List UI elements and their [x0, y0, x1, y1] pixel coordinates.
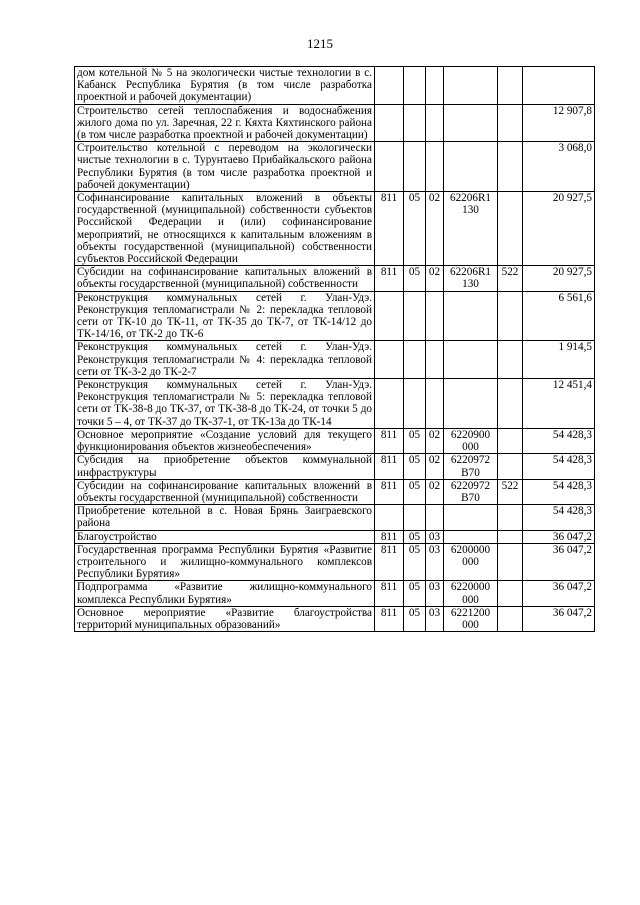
row-ved-cell — [375, 67, 404, 105]
row-sum-cell: 20 927,5 — [523, 192, 595, 266]
row-vr-cell — [498, 192, 523, 266]
page-number: 1215 — [307, 36, 333, 51]
row-vr-cell — [498, 104, 523, 142]
row-rz-cell: 05 — [404, 581, 426, 606]
row-name-cell: Строительство котельной с переводом на экологически чистые технологии в с. Турунтаево Прибайкальского района Республики Бурятия (в том числе разработка проектной и рабочей документации) — [75, 142, 375, 192]
row-vr-cell — [498, 505, 523, 530]
table-row — [75, 291, 595, 341]
row-rz-cell: 05 — [404, 606, 426, 631]
row-pr-cell: 03 — [426, 530, 444, 543]
row-ved-cell: 811 — [375, 606, 404, 631]
row-vr-cell — [498, 291, 523, 341]
row-ved-cell: 811 — [375, 266, 404, 291]
row-vr-cell: 522 — [498, 479, 523, 504]
budget-table-body — [75, 67, 595, 632]
row-sum-cell: 54 428,3 — [523, 428, 595, 453]
row-ved-cell — [375, 104, 404, 142]
row-ved-cell — [375, 142, 404, 192]
row-vr-cell — [498, 530, 523, 543]
row-name-cell: Строительство сетей теплоспабжения и водоснабжения жилого дома по ул. Заречная, 22 г. Кяхта Кяхтинского района (в том числе разработка проектной и рабочей документации) — [75, 104, 375, 142]
row-name-cell: дом котельной № 5 на экологически чистые технологии в с. Кабанск Республика Бурятия (в том числе разработка проектной и рабочей документации) — [75, 67, 375, 105]
row-csr-cell: 6220900 000 — [444, 428, 498, 453]
row-pr-cell: 02 — [426, 454, 444, 479]
row-sum-cell: 54 428,3 — [523, 479, 595, 504]
row-sum-cell: 3 068,0 — [523, 142, 595, 192]
row-vr-cell — [498, 67, 523, 105]
row-csr-cell — [444, 142, 498, 192]
row-pr-cell — [426, 341, 444, 379]
row-pr-cell: 02 — [426, 266, 444, 291]
row-sum-cell: 54 428,3 — [523, 454, 595, 479]
row-pr-cell — [426, 67, 444, 105]
row-csr-cell — [444, 341, 498, 379]
table-row — [75, 505, 595, 530]
row-csr-cell — [444, 291, 498, 341]
row-name-cell: Государственная программа Республики Бурятия «Развитие строительного и жилищно-коммунального комплексов Республики Бурятия» — [75, 543, 375, 581]
row-csr-cell: 62206R1 130 — [444, 266, 498, 291]
row-ved-cell — [375, 341, 404, 379]
row-ved-cell — [375, 505, 404, 530]
row-csr-cell: 6220000 000 — [444, 581, 498, 606]
row-sum-cell: 36 047,2 — [523, 606, 595, 631]
row-rz-cell: 05 — [404, 479, 426, 504]
table-row — [75, 606, 595, 631]
row-name-cell: Основное мероприятие «Развитие благоустройства территорий муниципальных образований» — [75, 606, 375, 631]
table-row — [75, 479, 595, 504]
row-name-cell: Подпрограмма «Развитие жилищно-коммунального комплекса Республики Бурятия» — [75, 581, 375, 606]
row-vr-cell — [498, 142, 523, 192]
row-rz-cell — [404, 67, 426, 105]
row-ved-cell: 811 — [375, 192, 404, 266]
table-row — [75, 67, 595, 105]
row-rz-cell — [404, 142, 426, 192]
row-sum-cell: 6 561,6 — [523, 291, 595, 341]
row-name-cell: Приобретение котельной в с. Новая Брянь Заиграевского района — [75, 505, 375, 530]
row-sum-cell: 12 907,8 — [523, 104, 595, 142]
row-rz-cell: 05 — [404, 428, 426, 453]
row-csr-cell — [444, 505, 498, 530]
row-csr-cell: 6221200 000 — [444, 606, 498, 631]
row-pr-cell: 02 — [426, 428, 444, 453]
table-row — [75, 543, 595, 581]
row-name-cell: Субсидия на приобретение объектов коммунальной инфраструктуры — [75, 454, 375, 479]
row-sum-cell: 20 927,5 — [523, 266, 595, 291]
row-ved-cell: 811 — [375, 428, 404, 453]
row-pr-cell: 03 — [426, 543, 444, 581]
row-ved-cell: 811 — [375, 581, 404, 606]
table-row — [75, 341, 595, 379]
row-name-cell: Реконструкция коммунальных сетей г. Улан-Удэ. Реконструкция тепломагистрали № 4: перекладка тепловой сети от ТК-3-2 до ТК-2-7 — [75, 341, 375, 379]
row-rz-cell — [404, 505, 426, 530]
row-pr-cell — [426, 142, 444, 192]
row-ved-cell — [375, 379, 404, 429]
row-pr-cell: 03 — [426, 581, 444, 606]
row-ved-cell — [375, 291, 404, 341]
row-name-cell: Реконструкция коммунальных сетей г. Улан-Удэ. Реконструкция тепломагистрали № 2: перекладка тепловой сети от ТК-10 до ТК-11, от ТК-35 до ТК-7, от ТК-14/12 до ТК-14/16, от ТК-2 до ТК-6 — [75, 291, 375, 341]
budget-table — [74, 66, 595, 632]
row-sum-cell — [523, 67, 595, 105]
table-row — [75, 379, 595, 429]
table-row — [75, 142, 595, 192]
row-vr-cell — [498, 454, 523, 479]
row-ved-cell: 811 — [375, 479, 404, 504]
row-vr-cell — [498, 341, 523, 379]
row-sum-cell: 36 047,2 — [523, 530, 595, 543]
row-csr-cell: 6220972 В70 — [444, 479, 498, 504]
row-ved-cell: 811 — [375, 543, 404, 581]
row-sum-cell: 36 047,2 — [523, 581, 595, 606]
row-rz-cell: 05 — [404, 530, 426, 543]
table-row — [75, 530, 595, 543]
table-row — [75, 428, 595, 453]
row-csr-cell — [444, 530, 498, 543]
row-pr-cell: 03 — [426, 606, 444, 631]
row-rz-cell: 05 — [404, 192, 426, 266]
row-rz-cell — [404, 291, 426, 341]
row-vr-cell — [498, 379, 523, 429]
row-sum-cell: 36 047,2 — [523, 543, 595, 581]
table-row — [75, 454, 595, 479]
row-vr-cell — [498, 606, 523, 631]
row-ved-cell: 811 — [375, 530, 404, 543]
row-pr-cell — [426, 379, 444, 429]
table-row — [75, 581, 595, 606]
row-rz-cell — [404, 104, 426, 142]
row-sum-cell: 54 428,3 — [523, 505, 595, 530]
row-name-cell: Благоустройство — [75, 530, 375, 543]
row-name-cell: Реконструкция коммунальных сетей г. Улан-Удэ. Реконструкция тепломагистрали № 5: перекладка тепловой сети от ТК-38-8 до ТК-37, от ТК-38-8 до ТК-24, от точки 5 до точки 5 – 4, от ТК-37 до ТК-37-1, от ТК-13а до ТК-14 — [75, 379, 375, 429]
row-csr-cell — [444, 379, 498, 429]
table-row — [75, 104, 595, 142]
row-csr-cell: 6220972 В70 — [444, 454, 498, 479]
row-ved-cell: 811 — [375, 454, 404, 479]
row-csr-cell: 6200000 000 — [444, 543, 498, 581]
row-sum-cell: 1 914,5 — [523, 341, 595, 379]
row-pr-cell — [426, 291, 444, 341]
row-csr-cell — [444, 104, 498, 142]
row-vr-cell — [498, 581, 523, 606]
row-pr-cell: 02 — [426, 192, 444, 266]
row-name-cell: Основное мероприятие «Создание условий для текущего функционирования объектов жизнеобеспечения» — [75, 428, 375, 453]
row-sum-cell: 12 451,4 — [523, 379, 595, 429]
row-vr-cell: 522 — [498, 266, 523, 291]
row-vr-cell — [498, 428, 523, 453]
row-pr-cell — [426, 505, 444, 530]
row-rz-cell: 05 — [404, 543, 426, 581]
row-name-cell: Субсидии на софинансирование капитальных вложений в объекты государственной (муниципальной) собственности — [75, 479, 375, 504]
row-csr-cell: 62206R1 130 — [444, 192, 498, 266]
table-row — [75, 266, 595, 291]
row-rz-cell: 05 — [404, 266, 426, 291]
row-csr-cell — [444, 67, 498, 105]
row-pr-cell: 02 — [426, 479, 444, 504]
table-row — [75, 192, 595, 266]
row-name-cell: Софинансирование капитальных вложений в объекты государственной (муниципальной) собственности субъектов Российской Федерации и (или) софинансирование мероприятий, не относящихся к капитальным вложениям в объекты государственной (муниципальной) собственности субъектов Российской Федерации — [75, 192, 375, 266]
row-pr-cell — [426, 104, 444, 142]
row-name-cell: Субсидии на софинансирование капитальных вложений в объекты государственной (муниципальной) собственности — [75, 266, 375, 291]
row-vr-cell — [498, 543, 523, 581]
row-rz-cell: 05 — [404, 454, 426, 479]
row-rz-cell — [404, 379, 426, 429]
row-rz-cell — [404, 341, 426, 379]
